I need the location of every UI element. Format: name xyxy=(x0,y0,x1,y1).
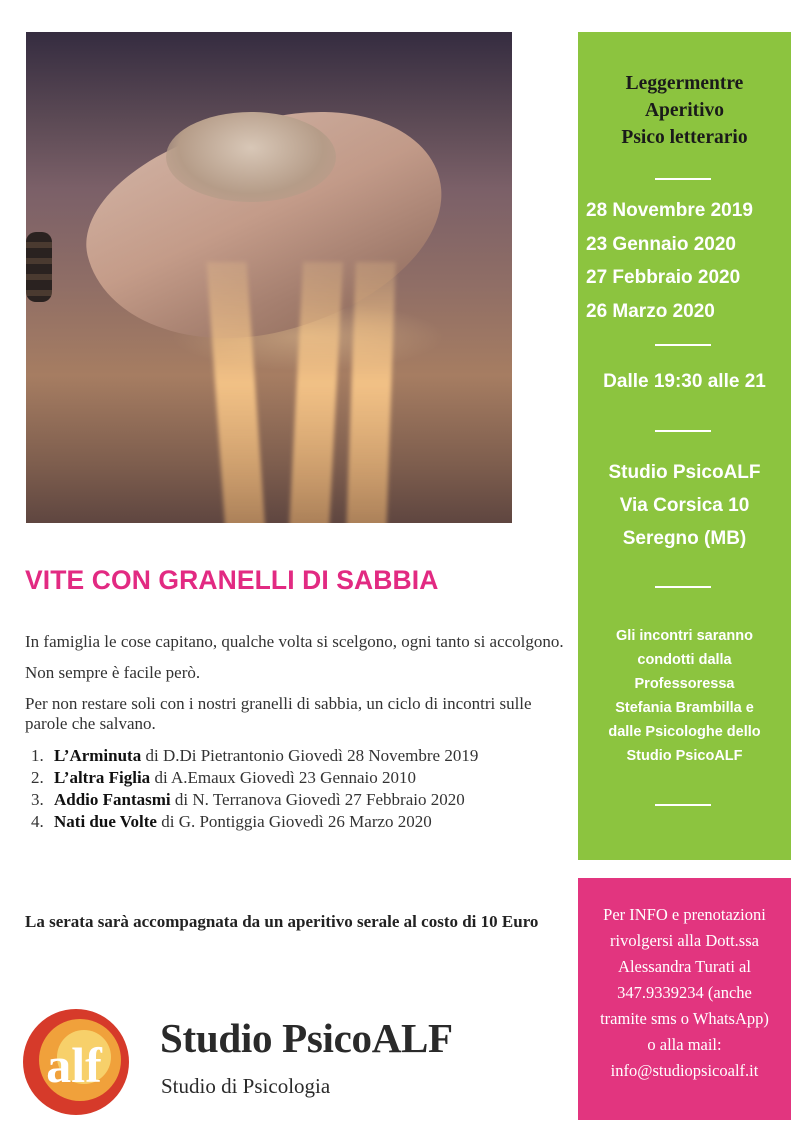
logo-mark-text: alf xyxy=(46,1037,102,1093)
book-item xyxy=(48,789,565,811)
hero-photo-sand-hands xyxy=(26,32,512,523)
book-details: di N. Terranova Giovedì 27 Febbraio 2020 xyxy=(170,790,465,809)
intro-paragraph: Per non restare soli con i nostri granelli di sabbia, un ciclo di incontri sulle parole che salvano. xyxy=(25,694,532,733)
divider xyxy=(655,804,711,806)
event-venue xyxy=(578,456,791,555)
event-date: 26 Marzo 2020 xyxy=(586,300,715,322)
host-note-line: dalle Psicologhe dello xyxy=(608,724,761,740)
divider xyxy=(655,586,711,588)
book-details: di D.Di Pietrantonio Giovedì 28 Novembre 2019 xyxy=(141,746,479,765)
contact-info xyxy=(578,902,791,1084)
book-list xyxy=(25,745,565,833)
book-title: Nati due Volte xyxy=(54,812,157,831)
book-item xyxy=(48,745,565,767)
alf-logo-icon xyxy=(22,1002,130,1120)
falling-sand-stream xyxy=(346,262,395,523)
host-note-line: Professoressa xyxy=(634,676,735,692)
book-details: di G. Pontiggia Giovedì 26 Marzo 2020 xyxy=(156,812,432,831)
divider xyxy=(655,178,711,180)
contact-info-panel xyxy=(578,878,791,1120)
book-title: Addio Fantasmi xyxy=(54,790,171,809)
studio-tagline: Studio di Psicologia xyxy=(161,1074,331,1098)
host-note-line: condotti dalla xyxy=(637,652,732,668)
book-details: di A.Emaux Giovedì 23 Gennaio 2010 xyxy=(150,768,417,787)
event-headline: VITE CON GRANELLI DI SABBIA xyxy=(25,565,439,595)
event-date: 28 Novembre 2019 xyxy=(586,200,753,221)
series-title-line: Aperitivo xyxy=(644,100,725,121)
bracelet-detail xyxy=(26,232,52,302)
studio-brand-name: Studio PsicoALF xyxy=(160,1015,453,1061)
sand-pile xyxy=(166,112,336,202)
intro-paragraph: In famiglia le cose capitano, qualche volta si scelgono, ogni tanto si accolgono. xyxy=(25,632,564,651)
event-date: 23 Gennaio 2020 xyxy=(586,233,736,255)
event-hours: Dalle 19:30 alle 21 xyxy=(603,371,766,392)
contact-line: tramite sms o WhatsApp) xyxy=(600,1009,769,1028)
series-title-line: Leggermentre xyxy=(625,73,744,94)
book-item xyxy=(48,767,565,789)
venue-line: Via Corsica 10 xyxy=(619,495,750,516)
intro-paragraph: Non sempre è facile però. xyxy=(25,663,201,682)
book-title: L’Arminuta xyxy=(54,746,142,765)
aperitivo-note: La serata sarà accompagnata da un aperitivo serale al costo di 10 Euro xyxy=(25,912,539,931)
divider xyxy=(655,344,711,346)
contact-phone: 347.9339234 (anche xyxy=(617,983,752,1002)
meetings-host-note xyxy=(578,624,791,768)
contact-line: rivolgersi alla Dott.ssa xyxy=(610,931,759,950)
series-title-line: Psico letterario xyxy=(621,127,748,148)
venue-line: Studio PsicoALF xyxy=(608,462,761,483)
contact-line: Per INFO e prenotazioni xyxy=(603,905,766,924)
event-info-panel xyxy=(578,32,791,860)
host-note-line: Stefania Brambilla e xyxy=(615,700,754,716)
venue-line: Seregno (MB) xyxy=(622,528,747,549)
contact-line: Alessandra Turati al xyxy=(618,957,751,976)
divider xyxy=(655,430,711,432)
host-note-line: Gli incontri saranno xyxy=(616,628,753,644)
contact-email[interactable]: info@studiopsicoalf.it xyxy=(610,1061,759,1080)
book-item xyxy=(48,811,565,833)
series-title xyxy=(578,70,791,151)
contact-line: o alla mail: xyxy=(647,1035,722,1054)
event-description xyxy=(25,632,565,833)
event-date: 27 Febbraio 2020 xyxy=(586,267,741,288)
book-title: L’altra Figlia xyxy=(54,768,151,787)
host-note-line: Studio PsicoALF xyxy=(626,748,743,764)
event-dates xyxy=(586,194,791,328)
